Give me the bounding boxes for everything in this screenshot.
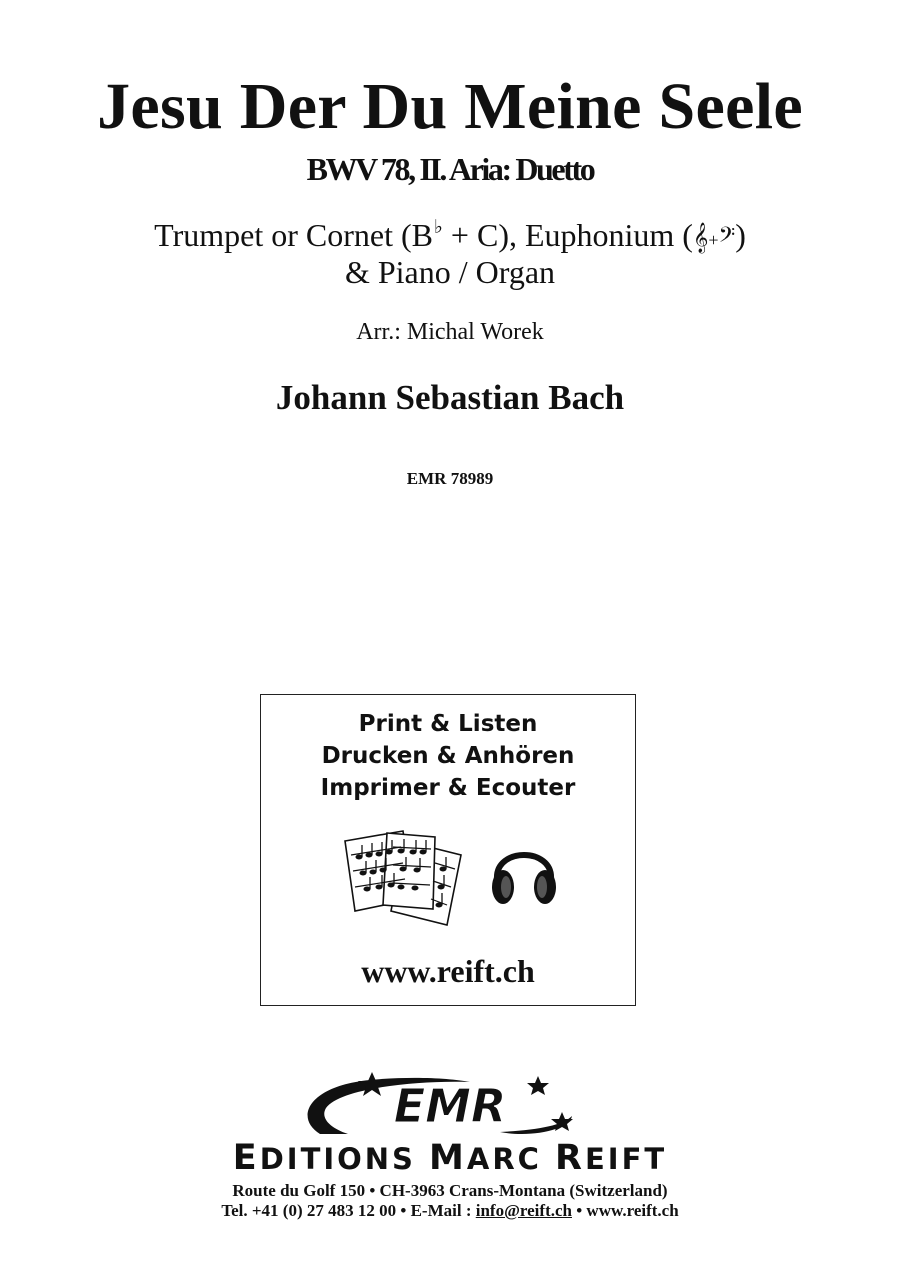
instrumentation-text-b: + C), Euphonium ( (442, 217, 693, 253)
publisher-word-reift: EIFT (585, 1142, 668, 1176)
arranger: Arr.: Michal Worek (356, 319, 544, 345)
promo-line-english: Print & Listen (358, 711, 538, 737)
publisher-initial-r: R (555, 1138, 585, 1178)
emr-logo-text: EMR (393, 1079, 507, 1133)
publisher-address: Route du Golf 150 • CH-3963 Crans-Montana (Switzerland) (232, 1181, 668, 1200)
sheet-music-icon (343, 827, 467, 927)
publisher-word-editions: DITIONS (259, 1142, 430, 1176)
promo-website-link[interactable]: www.reift.ch (361, 953, 535, 989)
contact-web: • www.reift.ch (571, 1201, 679, 1220)
instrumentation-line-2: & Piano / Organ (344, 254, 556, 290)
contact-email-link[interactable]: info@reift.ch (475, 1201, 572, 1220)
print-listen-box (260, 694, 636, 1006)
publisher-contact (0, 1202, 900, 1219)
bass-clef-icon: 𝄢 (718, 223, 736, 253)
instrumentation-text-c: ) (735, 217, 746, 253)
contact-tel: Tel. +41 (0) 27 483 12 00 • E-Mail : (221, 1201, 476, 1220)
promo-line-french: Imprimer & Ecouter (320, 775, 576, 801)
headphones-icon (489, 835, 559, 907)
subtitle: BWV 78, II. Aria: Duetto (306, 151, 594, 187)
flat-symbol: ♭ (433, 217, 443, 238)
promo-line-german: Drucken & Anhören (321, 743, 575, 769)
composer: Johann Sebastian Bach (275, 378, 625, 417)
publisher-word-marc: ARC (466, 1142, 556, 1176)
instrumentation-text-a: Trumpet or Cornet (B (154, 217, 433, 253)
clef-plus: + (708, 230, 719, 250)
publisher-initial-e: E (232, 1138, 260, 1178)
publisher-name (0, 1138, 900, 1178)
catalog-number: EMR 78989 (406, 469, 494, 488)
page-title: Jesu Der Du Meine Seele (97, 70, 803, 143)
treble-clef-icon: 𝄞 (692, 223, 709, 253)
publisher-initial-m: M (429, 1138, 467, 1178)
emr-logo (300, 1072, 600, 1142)
instrumentation-line-1 (0, 218, 900, 251)
